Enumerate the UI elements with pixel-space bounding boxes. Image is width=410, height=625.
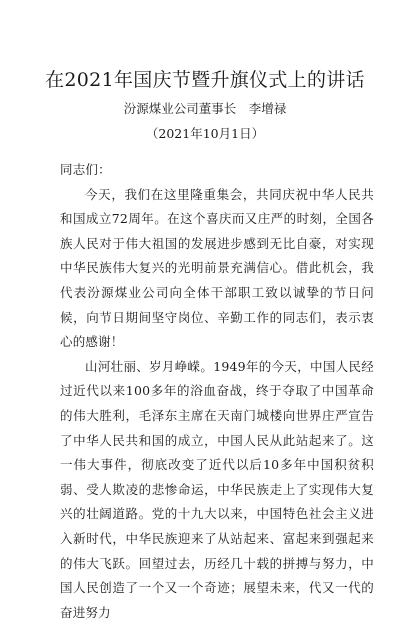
speech-body	[60, 158, 374, 625]
greeting: 同志们：	[60, 162, 111, 177]
speech-title: 在2021年国庆节暨升旗仪式上的讲话	[45, 69, 365, 91]
paragraph-opening: 今天，我们在这里隆重集会，共同庆祝中华人民共和国成立72周年。在这个喜庆而又庄严的时刻，全国各族人民对于伟大祖国的发展进步感到无比自豪，对实现中华民族伟大复兴的光明前景充满信心。借此机会，我代表汾源煤业公司向全体干部职工致以诚挚的节日问候，向节日期间坚守岗位、辛勤工作的同志们，表示衷心的感谢！	[60, 186, 374, 350]
speech-date: （2021年10月1日）	[145, 126, 265, 141]
speaker-byline: 汾源煤业公司董事长 李增禄	[123, 101, 287, 116]
paragraph-history: 山河壮丽、岁月峥嵘。1949年的今天，中国人民经过近代以来100多年的浴血奋战，终于夺取了中国革命的伟大胜利，毛泽东主席在天南门城楼向世界庄严宣告了中华人民共和国的成立，中国人民从此站起来了。这一伟大事件，彻底改变了近代以后10多年中国积贫积弱、受人欺凌的悲惨命运，中华民族走上了实现伟大复兴的壮阔道路。党的十九大以来，中国特色社会主义进入新时代，中华民族迎来了从站起来、富起来到强起来的伟大飞跃。回望过去，历经几十载的拼搏与努力，中国人民创造了一个又一个奇迹；展望未来，代又一代的奋进努力	[60, 358, 374, 620]
